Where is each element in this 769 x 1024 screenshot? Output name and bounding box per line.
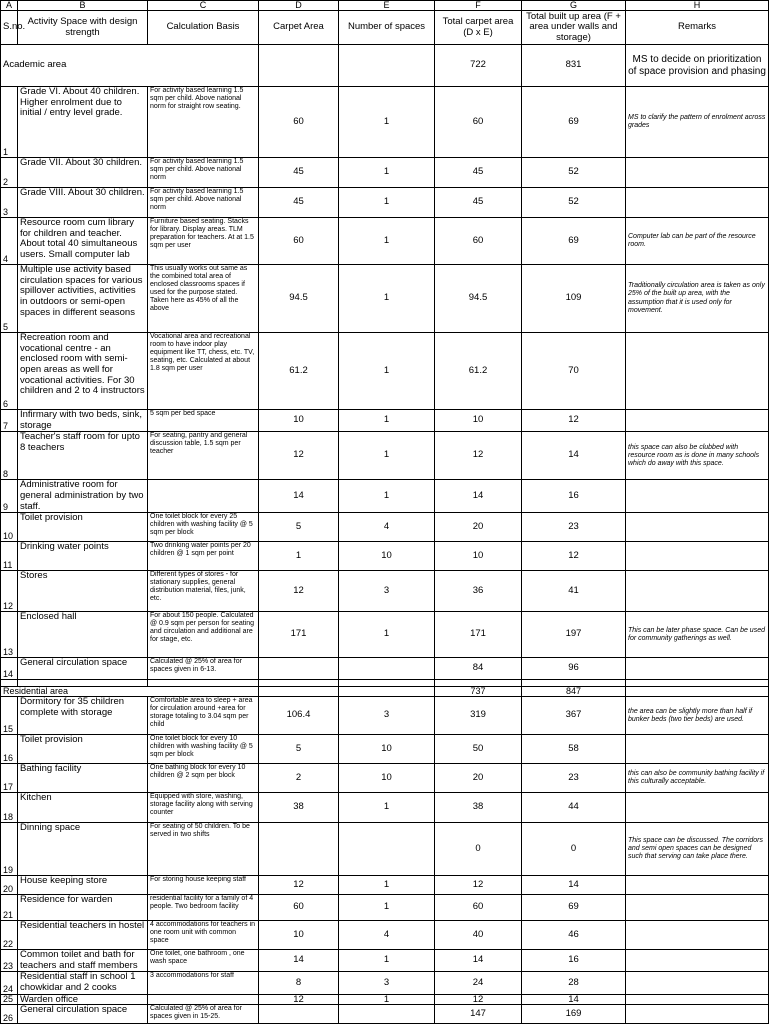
table-row bbox=[1, 697, 769, 735]
calculation-basis: Two drinking water points per 20 children @ 1 sqm per point bbox=[148, 542, 259, 571]
number-of-spaces bbox=[339, 823, 435, 876]
remarks bbox=[626, 994, 769, 1005]
number-of-spaces: 1 bbox=[339, 87, 435, 158]
carpet-area: 12 bbox=[259, 876, 339, 895]
number-of-spaces: 3 bbox=[339, 972, 435, 994]
row-number: 18 bbox=[1, 793, 18, 823]
remarks bbox=[626, 735, 769, 764]
activity-space: Warden office bbox=[18, 994, 148, 1005]
total-built-up-area: 16 bbox=[522, 950, 626, 972]
table-row bbox=[1, 87, 769, 158]
carpet-area: 5 bbox=[259, 513, 339, 542]
calculation-basis: One toilet, one bathroom , one wash space bbox=[148, 950, 259, 972]
row-number: 23 bbox=[1, 950, 18, 972]
table-row bbox=[1, 188, 769, 218]
activity-space: Resource room cum library for children and teacher. About total 40 simultaneous users. Small computer lab bbox=[18, 218, 148, 265]
total-carpet-area: 10 bbox=[435, 542, 522, 571]
remarks bbox=[626, 188, 769, 218]
remarks: This can be later phase space. Can be used for community gatherings as well. bbox=[626, 612, 769, 658]
total-built-up-area: 41 bbox=[522, 571, 626, 612]
remarks: Computer lab can be part of the resource room. bbox=[626, 218, 769, 265]
activity-space: Drinking water points bbox=[18, 542, 148, 571]
total-carpet-area: 171 bbox=[435, 612, 522, 658]
total-carpet-area: 20 bbox=[435, 764, 522, 793]
total-carpet-area: 60 bbox=[435, 895, 522, 921]
table-row bbox=[1, 658, 769, 680]
number-of-spaces: 10 bbox=[339, 764, 435, 793]
table-row bbox=[1, 542, 769, 571]
header-carpet: Carpet Area bbox=[259, 11, 339, 45]
total-carpet-area: 45 bbox=[435, 158, 522, 188]
column-letter: E bbox=[339, 1, 435, 11]
calculation-basis: Calculated @ 25% of area for spaces given in 15-25. bbox=[148, 1005, 259, 1024]
total-built-up-area: 44 bbox=[522, 793, 626, 823]
carpet-area: 10 bbox=[259, 921, 339, 950]
calculation-basis: For storing house keeping staff bbox=[148, 876, 259, 895]
carpet-area: 12 bbox=[259, 571, 339, 612]
number-of-spaces: 1 bbox=[339, 432, 435, 480]
carpet-area bbox=[259, 823, 339, 876]
number-of-spaces: 1 bbox=[339, 994, 435, 1005]
remarks: Traditionally circulation area is taken as only 25% of the built up area, with the assumption that it is used only for movement. bbox=[626, 265, 769, 333]
remarks: MS to clarify the pattern of enrolment across grades bbox=[626, 87, 769, 158]
table-row bbox=[1, 895, 769, 921]
calculation-basis bbox=[148, 480, 259, 513]
row-number: 3 bbox=[1, 188, 18, 218]
carpet-area: 12 bbox=[259, 432, 339, 480]
carpet-area: 2 bbox=[259, 764, 339, 793]
number-of-spaces: 1 bbox=[339, 333, 435, 410]
table-row bbox=[1, 1005, 769, 1024]
carpet-area: 45 bbox=[259, 158, 339, 188]
activity-space: Grade VII. About 30 children. bbox=[18, 158, 148, 188]
row-number: 14 bbox=[1, 658, 18, 680]
number-of-spaces: 1 bbox=[339, 876, 435, 895]
column-letter: B bbox=[18, 1, 148, 11]
row-number: 6 bbox=[1, 333, 18, 410]
calculation-basis: For activity based learning 1.5 sqm per child. Above national norm for straight row seating. bbox=[148, 87, 259, 158]
total-carpet-area: 10 bbox=[435, 410, 522, 432]
calculation-basis: Calculated @ 25% of area for spaces given in 6-13. bbox=[148, 658, 259, 680]
number-of-spaces: 4 bbox=[339, 513, 435, 542]
row-number: 10 bbox=[1, 513, 18, 542]
total-built-up-area: 69 bbox=[522, 218, 626, 265]
activity-space: Grade VI. About 40 children. Higher enrolment due to initial / entry level grade. bbox=[18, 87, 148, 158]
section-built: 831 bbox=[522, 45, 626, 87]
carpet-area: 45 bbox=[259, 188, 339, 218]
academic-section-row bbox=[1, 45, 769, 87]
total-built-up-area: 14 bbox=[522, 994, 626, 1005]
table-row bbox=[1, 950, 769, 972]
header-built: Total built up area (F + area under walls and storage) bbox=[522, 11, 626, 45]
activity-space: Dormitory for 35 children complete with storage bbox=[18, 697, 148, 735]
column-letter: C bbox=[148, 1, 259, 11]
row-number: 24 bbox=[1, 972, 18, 994]
row-number: 13 bbox=[1, 612, 18, 658]
header-calc: Calculation Basis bbox=[148, 11, 259, 45]
calculation-basis: 3 accommodations for staff bbox=[148, 972, 259, 994]
remarks bbox=[626, 793, 769, 823]
table-row bbox=[1, 735, 769, 764]
remarks: the area can be slightly more than half if bunker beds (two tier beds) are used. bbox=[626, 697, 769, 735]
remarks bbox=[626, 972, 769, 994]
table-row bbox=[1, 410, 769, 432]
total-carpet-area: 14 bbox=[435, 480, 522, 513]
remarks bbox=[626, 876, 769, 895]
activity-space: Residential teachers in hostel bbox=[18, 921, 148, 950]
carpet-area: 106.4 bbox=[259, 697, 339, 735]
activity-space: Teacher's staff room for upto 8 teachers bbox=[18, 432, 148, 480]
total-carpet-area: 24 bbox=[435, 972, 522, 994]
row-number: 5 bbox=[1, 265, 18, 333]
total-carpet-area: 20 bbox=[435, 513, 522, 542]
activity-space: Common toilet and bath for teachers and staff members bbox=[18, 950, 148, 972]
carpet-area: 14 bbox=[259, 480, 339, 513]
number-of-spaces: 1 bbox=[339, 950, 435, 972]
remarks bbox=[626, 1005, 769, 1024]
row-number: 19 bbox=[1, 823, 18, 876]
total-carpet-area: 14 bbox=[435, 950, 522, 972]
carpet-area: 8 bbox=[259, 972, 339, 994]
header-remarks: Remarks bbox=[626, 11, 769, 45]
activity-space: House keeping store bbox=[18, 876, 148, 895]
activity-space: Enclosed hall bbox=[18, 612, 148, 658]
calculation-basis: Equipped with store, washing, storage facility along with serving counter bbox=[148, 793, 259, 823]
calculation-basis bbox=[148, 994, 259, 1005]
activity-space: Grade VIII. About 30 children. bbox=[18, 188, 148, 218]
header-num: Number of spaces bbox=[339, 11, 435, 45]
number-of-spaces: 1 bbox=[339, 265, 435, 333]
row-number: 7 bbox=[1, 410, 18, 432]
spacer-row bbox=[1, 680, 769, 687]
number-of-spaces: 1 bbox=[339, 410, 435, 432]
total-built-up-area: 169 bbox=[522, 1005, 626, 1024]
row-number: 15 bbox=[1, 697, 18, 735]
number-of-spaces: 3 bbox=[339, 571, 435, 612]
row-number: 2 bbox=[1, 158, 18, 188]
total-built-up-area: 0 bbox=[522, 823, 626, 876]
total-carpet-area: 50 bbox=[435, 735, 522, 764]
total-built-up-area: 46 bbox=[522, 921, 626, 950]
table-row bbox=[1, 158, 769, 188]
number-of-spaces: 10 bbox=[339, 735, 435, 764]
total-built-up-area: 16 bbox=[522, 480, 626, 513]
number-of-spaces: 1 bbox=[339, 158, 435, 188]
row-number: 9 bbox=[1, 480, 18, 513]
row-number: 20 bbox=[1, 876, 18, 895]
residential-rows bbox=[1, 697, 769, 1024]
calculation-basis: This usually works out same as the combined total area of enclosed classrooms spaces if used for the purpose stated. Taken here as 45% of all the above bbox=[148, 265, 259, 333]
row-number: 17 bbox=[1, 764, 18, 793]
activity-space: Toilet provision bbox=[18, 513, 148, 542]
number-of-spaces bbox=[339, 658, 435, 680]
carpet-area: 38 bbox=[259, 793, 339, 823]
activity-space: Infirmary with two beds, sink, storage bbox=[18, 410, 148, 432]
calculation-basis: For about 150 people. Calculated @ 0.9 sqm per person for seating and circulation and additional are for stage, etc. bbox=[148, 612, 259, 658]
table-row bbox=[1, 764, 769, 793]
table-row bbox=[1, 921, 769, 950]
total-carpet-area: 60 bbox=[435, 218, 522, 265]
carpet-area: 60 bbox=[259, 218, 339, 265]
remarks bbox=[626, 480, 769, 513]
table-row bbox=[1, 612, 769, 658]
remarks: this space can also be clubbed with resource room as is done in many schools which do away with this space. bbox=[626, 432, 769, 480]
table-row bbox=[1, 876, 769, 895]
calculation-basis: One toilet block for every 25 children with washing facility @ 5 sqm per block bbox=[148, 513, 259, 542]
activity-space: Bathing facility bbox=[18, 764, 148, 793]
column-letter: H bbox=[626, 1, 769, 11]
carpet-area: 5 bbox=[259, 735, 339, 764]
total-carpet-area: 12 bbox=[435, 432, 522, 480]
remarks bbox=[626, 921, 769, 950]
activity-space: General circulation space bbox=[18, 1005, 148, 1024]
total-built-up-area: 96 bbox=[522, 658, 626, 680]
row-number: 8 bbox=[1, 432, 18, 480]
carpet-area: 171 bbox=[259, 612, 339, 658]
section-label: Academic area bbox=[1, 45, 259, 87]
calculation-basis: Comfortable area to sleep + area for circulation around +area for storage totaling to 3.04 sqm per child bbox=[148, 697, 259, 735]
row-number: 1 bbox=[1, 87, 18, 158]
header-activity: Activity Space with design strength bbox=[18, 11, 148, 45]
remarks bbox=[626, 950, 769, 972]
header-total: Total carpet area (D x E) bbox=[435, 11, 522, 45]
remarks: This space can be discussed. The corridors and semi open spaces can be designed such that serving can take place there. bbox=[626, 823, 769, 876]
calculation-basis: Vocational area and recreational room to have indoor play equipment like TT, chess, etc. TV, seating, etc. Calculated at about 1.8 sqm per user bbox=[148, 333, 259, 410]
header-sno: S.no. bbox=[1, 11, 18, 45]
residential-section-row bbox=[1, 687, 769, 697]
calculation-basis: One toilet block for every 10 children with washing facility @ 5 sqm per block bbox=[148, 735, 259, 764]
total-built-up-area: 23 bbox=[522, 764, 626, 793]
table-row bbox=[1, 793, 769, 823]
column-letter: G bbox=[522, 1, 626, 11]
row-number: 26 bbox=[1, 1005, 18, 1024]
number-of-spaces: 1 bbox=[339, 188, 435, 218]
number-of-spaces bbox=[339, 1005, 435, 1024]
table-row bbox=[1, 571, 769, 612]
calculation-basis: One bathing block for every 10 children @ 2 sqm per block bbox=[148, 764, 259, 793]
section-built: 847 bbox=[522, 687, 626, 697]
total-built-up-area: 70 bbox=[522, 333, 626, 410]
remarks bbox=[626, 513, 769, 542]
total-carpet-area: 84 bbox=[435, 658, 522, 680]
activity-space: Residential staff in school 1 chowkidar and 2 cooks bbox=[18, 972, 148, 994]
column-letter: A bbox=[1, 1, 18, 11]
total-carpet-area: 40 bbox=[435, 921, 522, 950]
total-built-up-area: 12 bbox=[522, 410, 626, 432]
total-built-up-area: 52 bbox=[522, 158, 626, 188]
total-built-up-area: 28 bbox=[522, 972, 626, 994]
table-row bbox=[1, 513, 769, 542]
number-of-spaces: 4 bbox=[339, 921, 435, 950]
number-of-spaces: 1 bbox=[339, 895, 435, 921]
calculation-basis: 4 accommodations for teachers in one room unit with common space bbox=[148, 921, 259, 950]
total-built-up-area: 14 bbox=[522, 876, 626, 895]
activity-space: Dinning space bbox=[18, 823, 148, 876]
activity-space: Recreation room and vocational centre - an enclosed room with semi-open areas as well for vocational activities. For 30 children and 2 to 4 instructors bbox=[18, 333, 148, 410]
row-number: 11 bbox=[1, 542, 18, 571]
total-built-up-area: 197 bbox=[522, 612, 626, 658]
table-row bbox=[1, 265, 769, 333]
row-number: 4 bbox=[1, 218, 18, 265]
activity-space: Administrative room for general administration by two staff. bbox=[18, 480, 148, 513]
table-row bbox=[1, 480, 769, 513]
calculation-basis: For activity based learning 1.5 sqm per child. Above national norm bbox=[148, 188, 259, 218]
total-built-up-area: 52 bbox=[522, 188, 626, 218]
total-carpet-area: 60 bbox=[435, 87, 522, 158]
section-label: Residential area bbox=[1, 687, 259, 697]
carpet-area: 60 bbox=[259, 895, 339, 921]
total-carpet-area: 147 bbox=[435, 1005, 522, 1024]
carpet-area: 10 bbox=[259, 410, 339, 432]
section-total: 737 bbox=[435, 687, 522, 697]
total-built-up-area: 367 bbox=[522, 697, 626, 735]
table-row bbox=[1, 432, 769, 480]
calculation-basis: residential facility for a family of 4 people. Two bedroom facility bbox=[148, 895, 259, 921]
total-carpet-area: 319 bbox=[435, 697, 522, 735]
carpet-area: 61.2 bbox=[259, 333, 339, 410]
section-total: 722 bbox=[435, 45, 522, 87]
total-carpet-area: 45 bbox=[435, 188, 522, 218]
calculation-basis: Furniture based seating. Stacks for library. Display areas. TLM preparation for teachers. At at 1.5 sqm per user bbox=[148, 218, 259, 265]
table-row bbox=[1, 333, 769, 410]
column-letter: F bbox=[435, 1, 522, 11]
row-number: 22 bbox=[1, 921, 18, 950]
calculation-basis: For seating, pantry and general discussion table, 1.5 sqm per teacher bbox=[148, 432, 259, 480]
carpet-area: 60 bbox=[259, 87, 339, 158]
total-built-up-area: 23 bbox=[522, 513, 626, 542]
calculation-basis: Different types of stores - for stationary supplies, general distribution material, files, junk, etc. bbox=[148, 571, 259, 612]
number-of-spaces: 10 bbox=[339, 542, 435, 571]
carpet-area: 1 bbox=[259, 542, 339, 571]
total-built-up-area: 12 bbox=[522, 542, 626, 571]
total-carpet-area: 38 bbox=[435, 793, 522, 823]
total-built-up-area: 109 bbox=[522, 265, 626, 333]
carpet-area bbox=[259, 1005, 339, 1024]
total-carpet-area: 61.2 bbox=[435, 333, 522, 410]
row-number: 16 bbox=[1, 735, 18, 764]
table-row bbox=[1, 823, 769, 876]
remarks bbox=[626, 410, 769, 432]
carpet-area: 12 bbox=[259, 994, 339, 1005]
activity-space: Kitchen bbox=[18, 793, 148, 823]
remarks bbox=[626, 658, 769, 680]
remarks bbox=[626, 542, 769, 571]
remarks bbox=[626, 895, 769, 921]
total-carpet-area: 0 bbox=[435, 823, 522, 876]
total-carpet-area: 36 bbox=[435, 571, 522, 612]
column-letters-row bbox=[1, 1, 769, 11]
row-number: 12 bbox=[1, 571, 18, 612]
header-row bbox=[1, 11, 769, 45]
total-built-up-area: 69 bbox=[522, 87, 626, 158]
number-of-spaces: 1 bbox=[339, 793, 435, 823]
carpet-area bbox=[259, 658, 339, 680]
remarks bbox=[626, 158, 769, 188]
calculation-basis: For seating of 50 children. To be served in two shifts bbox=[148, 823, 259, 876]
number-of-spaces: 1 bbox=[339, 612, 435, 658]
row-number: 25 bbox=[1, 994, 18, 1005]
total-carpet-area: 12 bbox=[435, 994, 522, 1005]
carpet-area: 94.5 bbox=[259, 265, 339, 333]
table-row bbox=[1, 218, 769, 265]
row-number: 21 bbox=[1, 895, 18, 921]
number-of-spaces: 1 bbox=[339, 218, 435, 265]
number-of-spaces: 1 bbox=[339, 480, 435, 513]
total-built-up-area: 14 bbox=[522, 432, 626, 480]
carpet-area: 14 bbox=[259, 950, 339, 972]
activity-space: Stores bbox=[18, 571, 148, 612]
academic-rows bbox=[1, 87, 769, 680]
calculation-basis: 5 sqm per bed space bbox=[148, 410, 259, 432]
table-row bbox=[1, 994, 769, 1005]
activity-space: General circulation space bbox=[18, 658, 148, 680]
remarks bbox=[626, 333, 769, 410]
remarks: this can also be community bathing facility if this culturally acceptable. bbox=[626, 764, 769, 793]
section-remark: MS to decide on prioritization of space provision and phasing bbox=[626, 45, 769, 87]
total-carpet-area: 12 bbox=[435, 876, 522, 895]
total-carpet-area: 94.5 bbox=[435, 265, 522, 333]
activity-space: Multiple use activity based circulation spaces for various spillover activities, activities in outdoors or semi-open spaces in different seasons bbox=[18, 265, 148, 333]
activity-space: Toilet provision bbox=[18, 735, 148, 764]
column-letter: D bbox=[259, 1, 339, 11]
total-built-up-area: 58 bbox=[522, 735, 626, 764]
number-of-spaces: 3 bbox=[339, 697, 435, 735]
total-built-up-area: 69 bbox=[522, 895, 626, 921]
calculation-basis: For activity based learning 1.5 sqm per child. Above national norm bbox=[148, 158, 259, 188]
remarks bbox=[626, 571, 769, 612]
activity-space: Residence for warden bbox=[18, 895, 148, 921]
table-row bbox=[1, 972, 769, 994]
